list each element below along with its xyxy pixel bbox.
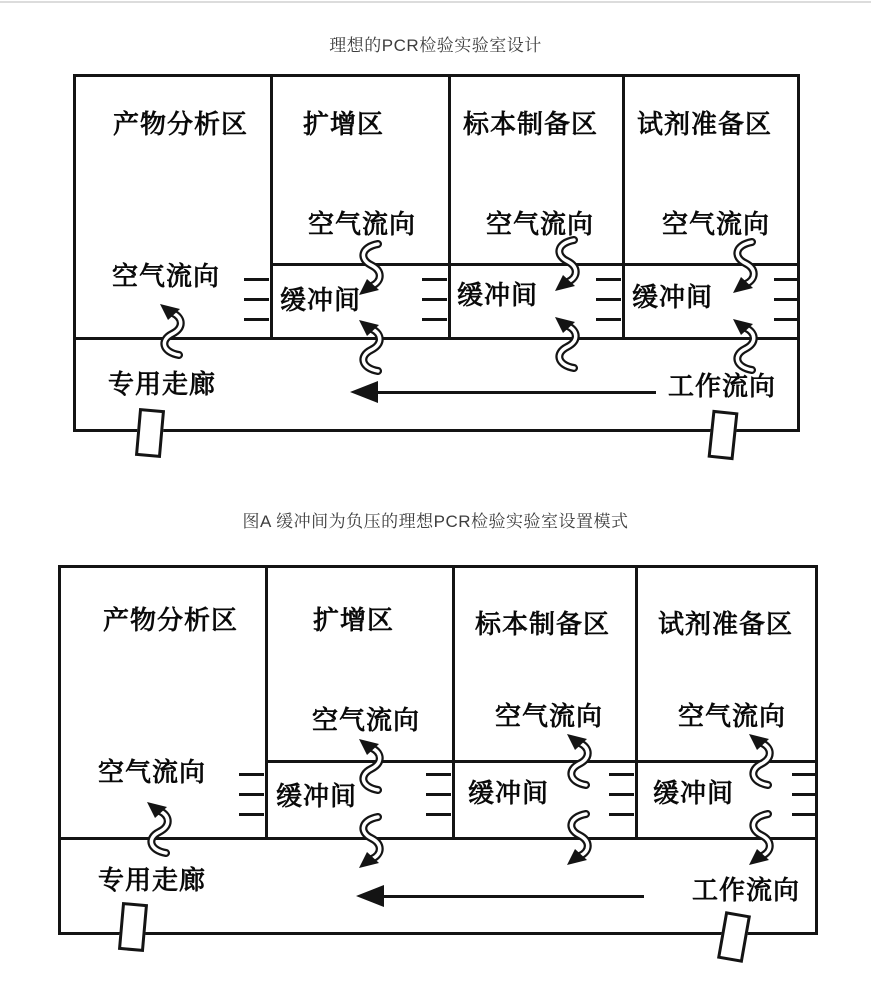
air-flow-label: 空气流向 [308,210,417,240]
corridor-label: 专用走廊 [108,370,217,400]
room-label-specimen-prep: 标本制备区 [463,110,599,140]
air-flow-arrow [352,813,386,871]
air-flow-label: 空气流向 [662,210,771,240]
work-flow-label: 工作流向 [692,876,801,906]
work-flow-arrow-line [382,895,644,898]
air-flow-label: 空气流向 [678,702,787,732]
air-flow-arrow [548,236,582,294]
buffer-room-label: 缓冲间 [457,281,539,311]
air-flow-arrow [742,810,776,868]
room-label-reagent-prep: 试剂准备区 [637,110,773,140]
buffer-top-wall [265,760,818,763]
room-label-amplification: 扩增区 [313,606,395,636]
air-flow-arrow [548,314,582,372]
room-label-amplification: 扩增区 [303,110,385,140]
corridor-label: 专用走廊 [98,866,207,896]
air-flow-label: 空气流向 [495,702,604,732]
air-flow-arrow [560,731,594,789]
air-flow-arrow [352,240,386,298]
buffer-room-label: 缓冲间 [468,779,550,809]
air-flow-arrow [140,799,174,857]
wall-divider-1 [265,565,268,837]
room-label-reagent-prep: 试剂准备区 [658,610,794,640]
air-flow-arrow [352,736,386,794]
room-label-product-analysis: 产物分析区 [103,606,239,636]
air-flow-label: 空气流向 [312,706,421,736]
work-flow-arrow-head [356,885,384,907]
room-label-product-analysis: 产物分析区 [113,110,249,140]
buffer-room-label: 缓冲间 [653,779,735,809]
air-flow-arrow [742,731,776,789]
door-symbol [118,902,148,952]
buffer-room-label: 缓冲间 [280,286,362,316]
air-flow-arrow [726,316,760,374]
door-symbol [135,408,165,458]
buffer-room-label: 缓冲间 [632,283,714,313]
air-flow-label: 空气流向 [486,210,595,240]
wall-divider-3 [635,565,638,837]
wall-divider-2 [452,565,455,837]
air-flow-arrow [726,238,760,296]
air-flow-label: 空气流向 [98,758,207,788]
air-flow-arrow [153,301,187,359]
work-flow-label: 工作流向 [668,372,777,402]
air-flow-arrow [560,810,594,868]
figure-a-caption: 图A 缓冲间为负压的理想PCR检验实验室设置模式 [242,512,629,531]
figure-top-title: 理想的PCR检验实验室设计 [329,36,542,55]
room-label-specimen-prep: 标本制备区 [475,610,611,640]
air-flow-arrow [352,317,386,375]
buffer-room-label: 缓冲间 [276,782,358,812]
door-symbol [708,410,739,460]
air-flow-label: 空气流向 [112,262,221,292]
